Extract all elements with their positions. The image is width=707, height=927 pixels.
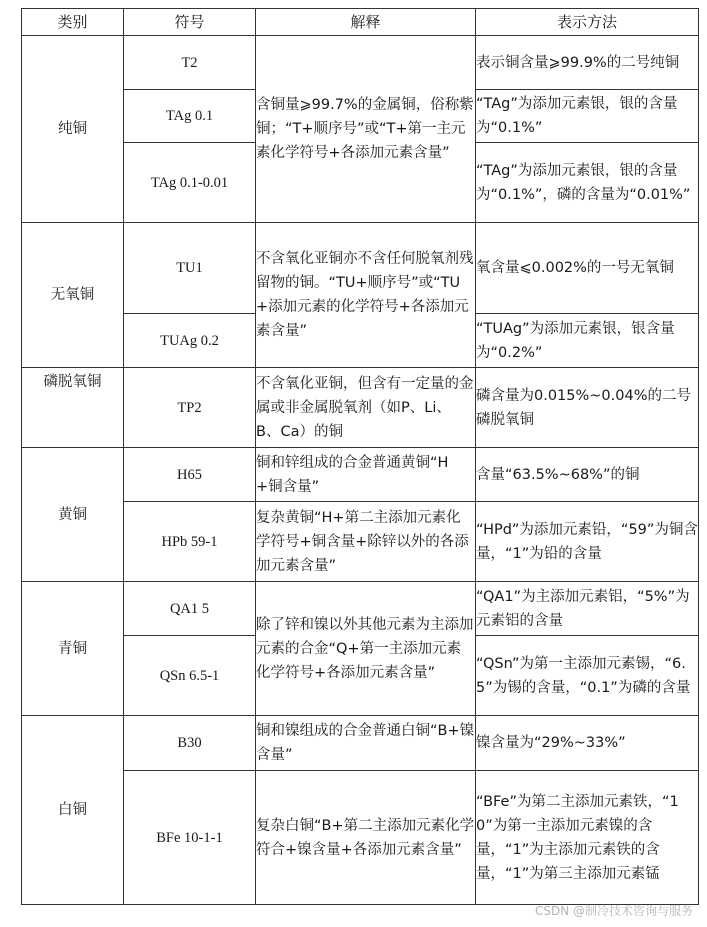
method-cell: “BFe”为第二主添加元素铁，“10”为第一主添加元素镍的含量，“1”为主添加元素铁的含量，“1”为第三主添加元素锰 (476, 771, 699, 905)
table-row (22, 771, 699, 905)
symbol-cell: TUAg 0.2 (124, 314, 256, 368)
explanation-cell: 铜和锌组成的合金普通黄铜“H+铜含量” (256, 448, 476, 502)
table-row (22, 368, 699, 448)
symbol-cell: TU1 (124, 223, 256, 314)
table-row (22, 502, 699, 582)
method-cell: 含量“63.5%~68%”的铜 (476, 448, 699, 502)
explanation-cell: 复杂白铜“B+第二主添加元素化学符合+镍含量+各添加元素含量” (256, 771, 476, 905)
explanation-cell: 不含氧化亚铜亦不含任何脱氧剂残留物的铜。“TU+顺序号”或“TU+添加元素的化学符号+各添加元素含量” (256, 223, 476, 368)
header-symbol: 符号 (124, 9, 256, 36)
method-cell: “TAg”为添加元素银，银的含量为“0.1%”，磷的含量为“0.01%” (476, 143, 699, 223)
method-cell: “HPd”为添加元素铅，“59”为铜含量，“1”为铅的含量 (476, 502, 699, 582)
category-cell: 磷脱氧铜 (22, 368, 124, 448)
table-row (22, 223, 699, 314)
explanation-cell: 含铜量⩾99.7%的金属铜，俗称紫铜；“T+顺序号”或“T+第一主元素化学符号+各添加元素含量” (256, 36, 476, 223)
symbol-cell: HPb 59-1 (124, 502, 256, 582)
symbol-cell: TAg 0.1-0.01 (124, 143, 256, 223)
method-cell: “QA1”为主添加元素铝，“5%”为元素铝的含量 (476, 582, 699, 636)
method-cell: 表示铜含量⩾99.9%的二号纯铜 (476, 36, 699, 90)
header-category: 类别 (22, 9, 124, 36)
explanation-cell: 除了锌和镍以外其他元素为主添加元素的合金“Q+第一主添加元素化学符号+各添加元素含量” (256, 582, 476, 716)
symbol-cell: QA1 5 (124, 582, 256, 636)
explanation-cell: 复杂黄铜“H+第二主添加元素化学符号+铜含量+除锌以外的各添加元素含量” (256, 502, 476, 582)
watermark: CSDN @制冷技术咨询与服务 (534, 904, 693, 918)
symbol-cell: H65 (124, 448, 256, 502)
category-cell: 纯铜 (22, 36, 124, 223)
table-row (22, 716, 699, 771)
header-method: 表示方法 (476, 9, 699, 36)
method-cell: “TUAg”为添加元素银，银含量为“0.2%” (476, 314, 699, 368)
method-cell: 磷含量为0.015%~0.04%的二号磷脱氧铜 (476, 368, 699, 448)
symbol-cell: BFe 10-1-1 (124, 771, 256, 905)
symbol-cell: B30 (124, 716, 256, 771)
method-cell: “QSn”为第一主添加元素锡，“6.5”为锡的含量，“0.1”为磷的含量 (476, 636, 699, 716)
symbol-cell: T2 (124, 36, 256, 90)
header-explanation: 解释 (256, 9, 476, 36)
table-row (22, 582, 699, 636)
explanation-cell: 铜和镍组成的合金普通白铜“B+镍含量” (256, 716, 476, 771)
copper-classification-table (21, 8, 699, 905)
category-cell: 黄铜 (22, 448, 124, 582)
symbol-cell: TP2 (124, 368, 256, 448)
explanation-cell: 不含氧化亚铜，但含有一定量的金属或非金属脱氧剂（如P、Li、B、Ca）的铜 (256, 368, 476, 448)
category-cell: 白铜 (22, 716, 124, 905)
method-cell: “TAg”为添加元素银，银的含量为“0.1%” (476, 90, 699, 143)
method-cell: 镍含量为“29%~33%” (476, 716, 699, 771)
header-row (22, 9, 699, 36)
table-row (22, 448, 699, 502)
method-cell: 氧含量⩽0.002%的一号无氧铜 (476, 223, 699, 314)
symbol-cell: TAg 0.1 (124, 90, 256, 143)
category-cell: 青铜 (22, 582, 124, 716)
table-row (22, 36, 699, 90)
symbol-cell: QSn 6.5-1 (124, 636, 256, 716)
category-cell: 无氧铜 (22, 223, 124, 368)
